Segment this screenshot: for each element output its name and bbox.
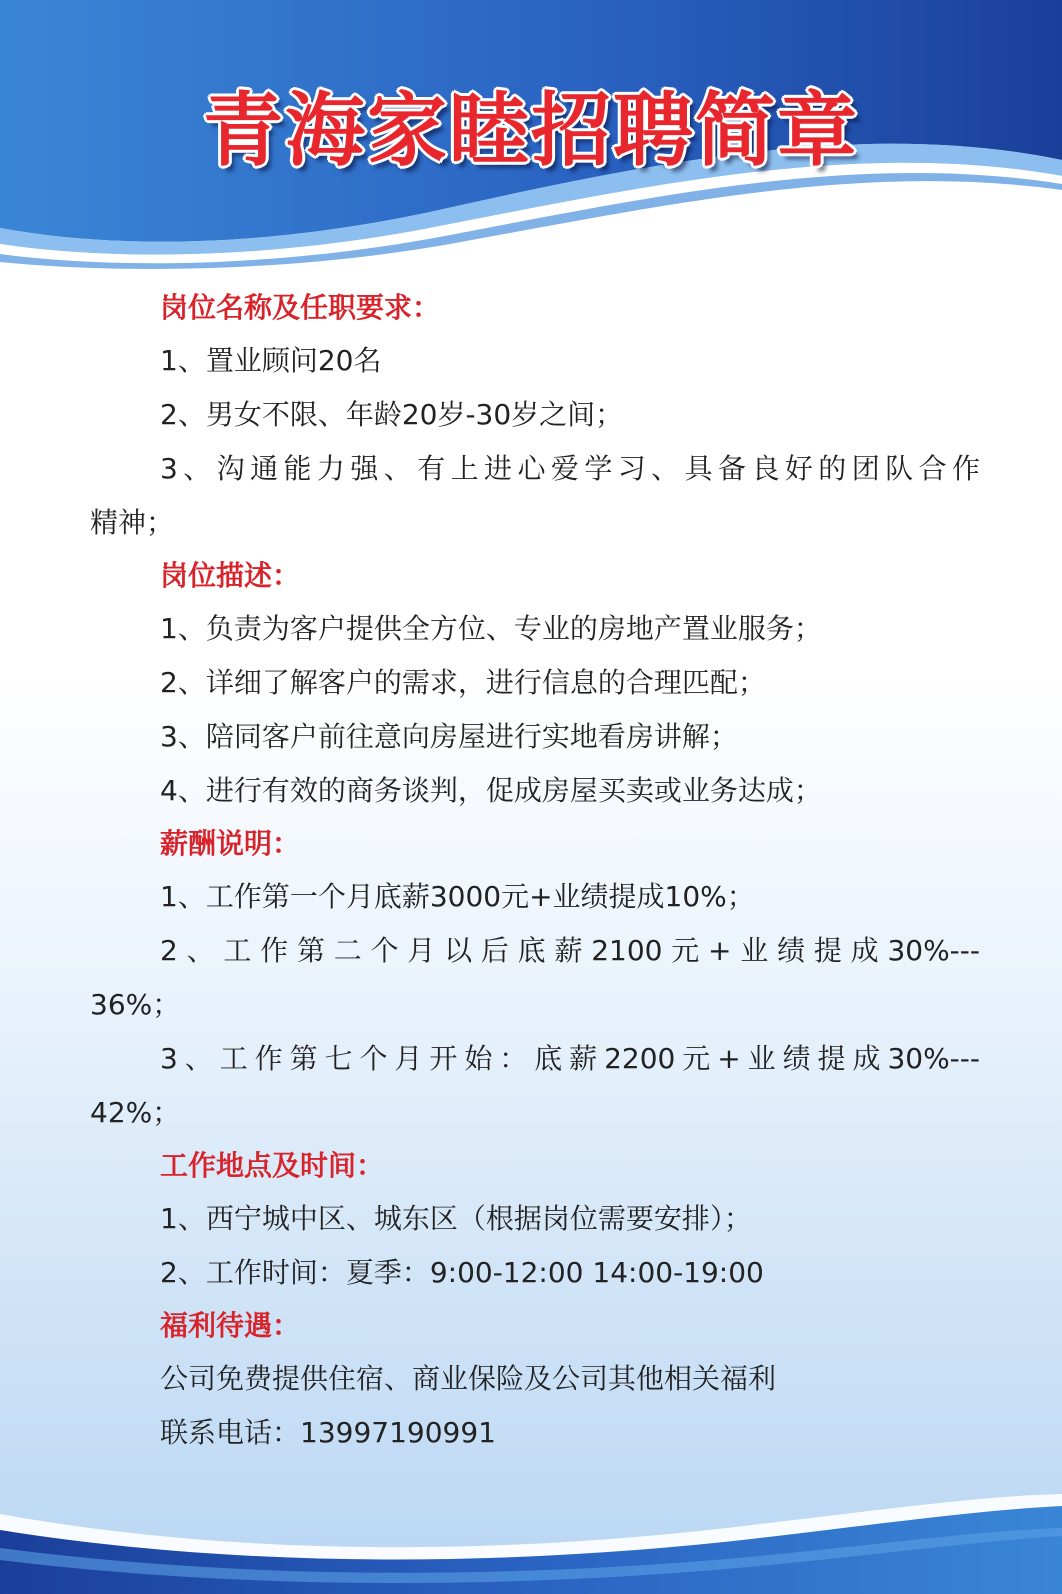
requirement-item: 1、置业顾问20名 [160,344,382,377]
description-item: 2、详细了解客户的需求，进行信息的合理匹配； [160,666,766,699]
salary-item: 1、工作第一个月底薪3000元+业绩提成10%； [160,880,755,913]
poster-content [90,282,980,1460]
work-hours-item: 2、工作时间：夏季：9:00-12:00 14:00-19:00 [160,1256,764,1289]
description-heading: 岗位描述： [160,559,301,592]
benefits-heading: 福利待遇： [160,1309,301,1342]
location-item: 1、西宁城中区、城东区（根据岗位需要安排）； [160,1202,752,1235]
salary-item-continued: 42%； [90,1096,181,1129]
requirement-item: 2、男女不限、年龄20岁-30岁之间； [160,398,624,431]
benefits-text: 公司免费提供住宿、商业保险及公司其他相关福利 [160,1362,777,1395]
poster-title: 青海家睦招聘简章 [203,84,859,177]
description-item: 3、陪同客户前往意向房屋进行实地看房讲解； [160,720,738,753]
salary-item: 2、工作第二个月以后底薪2100元+业绩提成30%--- [160,934,980,967]
contact-phone: 联系电话：13997190991 [160,1416,496,1449]
description-item: 1、负责为客户提供全方位、专业的房地产置业服务； [160,612,822,645]
footer-wave-banner [0,1444,1062,1594]
requirement-item: 3、沟通能力强、有上进心爱学习、具备良好的团队合作 [160,452,980,485]
requirements-heading: 岗位名称及任职要求： [160,291,441,324]
location-heading: 工作地点及时间： [160,1149,385,1182]
salary-item: 3、工作第七个月开始：底薪2200元+业绩提成30%--- [160,1042,980,1075]
salary-heading: 薪酬说明： [160,827,301,860]
salary-item-continued: 36%； [90,988,181,1021]
requirement-item-continued: 精神； [90,506,175,539]
description-item: 4、进行有效的商务谈判，促成房屋买卖或业务达成； [160,774,822,807]
